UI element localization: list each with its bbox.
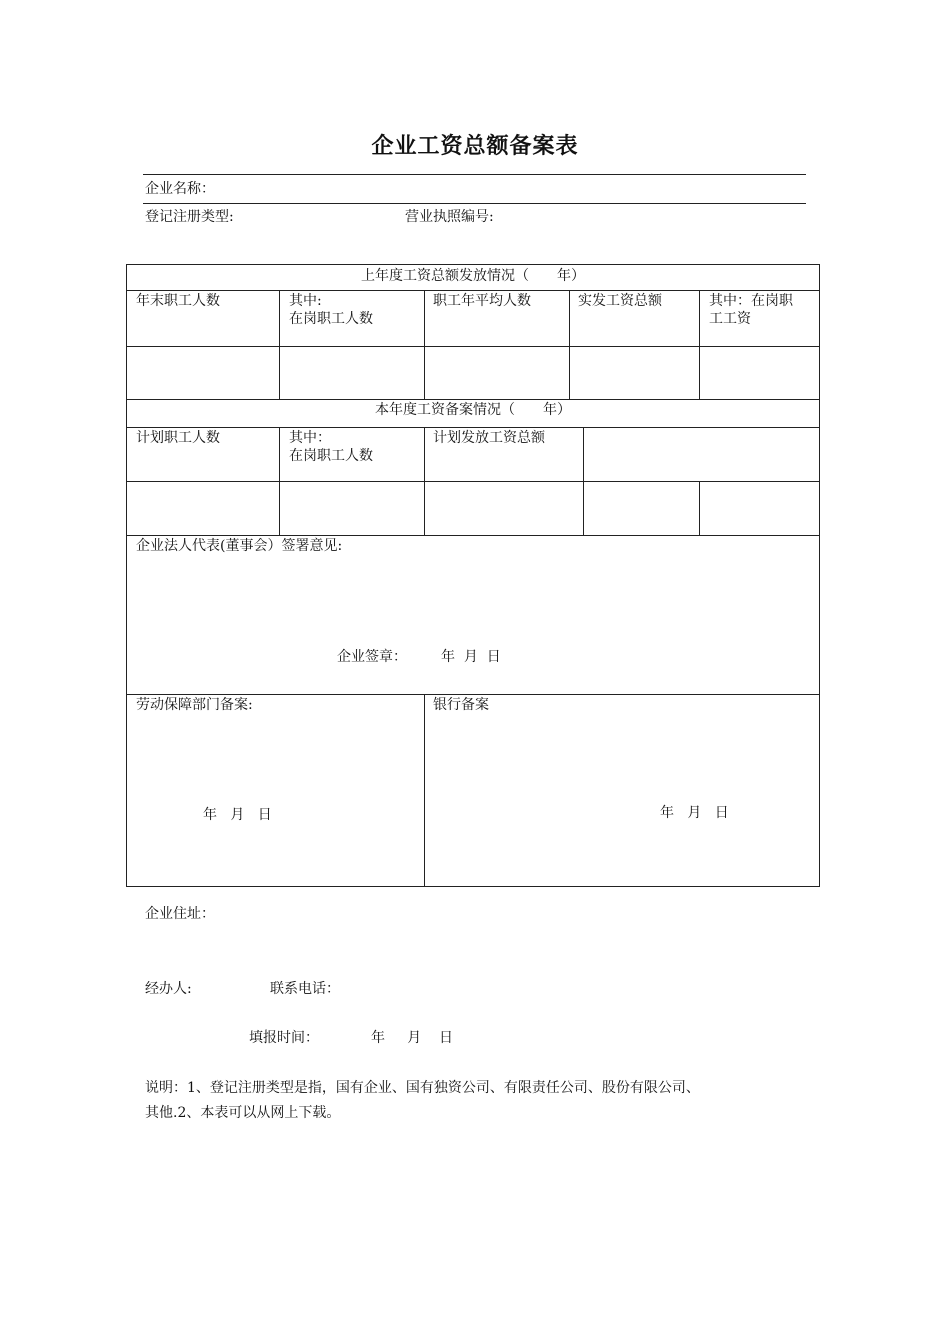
company-address-label: 企业住址： [145,906,215,922]
prev-year-section-title: 上年度工资总额发放情况（ 年） [361,268,585,284]
rule-middle [143,203,806,204]
labor-dept-filing-label: 劳动保障部门备案: [136,697,253,713]
col-planned-wages: 计划发放工资总额 [433,430,545,446]
note-line-2: 其他.2、本表可以从网上下载。 [145,1105,341,1121]
col-avg-staff: 职工年平均人数 [433,293,531,309]
curr-year-section-title: 本年度工资备案情况（ 年） [375,402,571,418]
col-of-which-2: 其中： [289,430,331,446]
col-actual-wages: 实发工资总额 [578,293,662,309]
company-seal-label: 企业签章： [337,649,407,665]
bank-filing-label: 银行备案 [433,697,489,713]
page-title: 企业工资总额备案表 [371,133,579,159]
col-on-post-staff-2: 在岗职工人数 [289,448,373,464]
license-no-label: 营业执照编号: [405,209,494,225]
reg-type-label: 登记注册类型: [145,209,234,225]
note-line-1: 说明：1、登记注册类型是指，国有企业、国有独资公司、有限责任公司、股份有限公司、 [145,1080,700,1096]
labor-dept-date: 年 月 日 [203,807,272,823]
handler-label: 经办人: [145,981,192,997]
col-of-which: 其中: [289,293,322,309]
company-name-label: 企业名称： [145,181,215,197]
col-on-post-wages-1: 其中：在岗职 [709,293,793,309]
table-grid-lines [126,264,820,887]
col-on-post-wages-2: 工工资 [709,311,751,327]
col-on-post-staff: 在岗职工人数 [289,311,373,327]
bank-filing-date: 年 月 日 [660,805,729,821]
rule-top [143,174,806,175]
fill-time-label: 填报时间： [249,1030,319,1046]
contact-phone-label: 联系电话： [270,981,340,997]
seal-date: 年 月 日 [441,649,501,665]
legal-rep-opinion-label: 企业法人代表(董事会）签署意见: [136,538,343,554]
col-planned-staff: 计划职工人数 [136,430,220,446]
col-year-end-staff: 年末职工人数 [136,293,220,309]
filing-table [126,264,820,887]
fill-time-date: 年 月 日 [371,1030,454,1046]
